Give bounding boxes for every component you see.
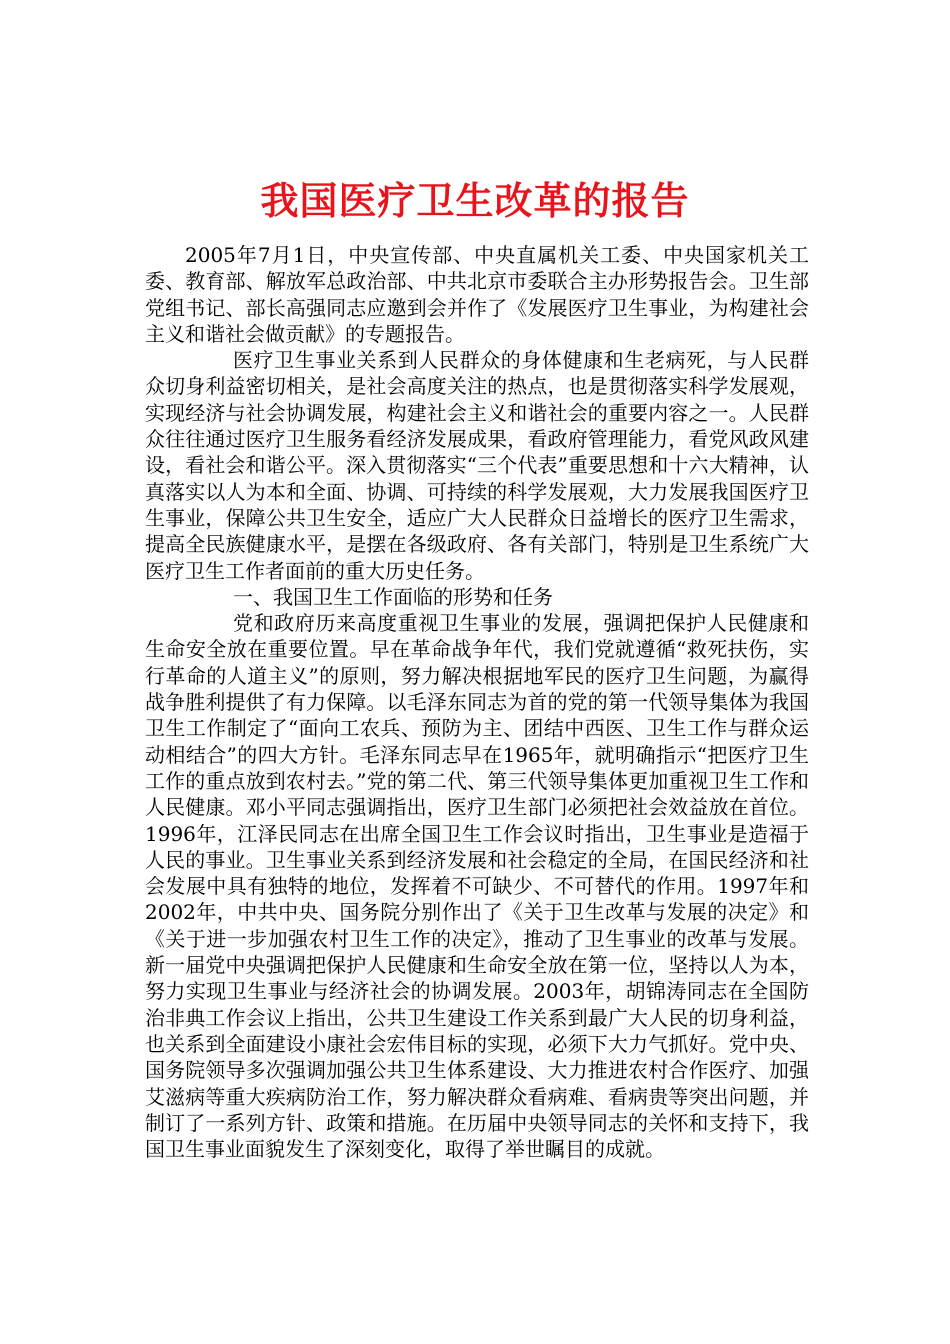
section-heading: 一、我国卫生工作面临的形势和任务: [233, 584, 553, 609]
document-body: [145, 242, 809, 1162]
paragraph-importance: 医疗卫生事业关系到人民群众的身体健康和生老病死，与人民群众切身利益密切相关，是社会高度关注的热点，也是贯彻落实科学发展观，实现经济与社会协调发展，构建社会主义和谐社会的重要内容之一。人民群众往往通过医疗卫生服务看经济发展成果，看政府管理能力，看党风政风建设，看社会和谐公平。深入贯彻落实“三个代表”重要思想和十六大精神，认真落实以人为本和全面、协调、可持续的科学发展观，大力发展我国医疗卫生事业，保障公共卫生安全，适应广大人民群众日益增长的医疗卫生需求，提高全民族健康水平，是摆在各级政府、各有关部门，特别是卫生系统广大医疗卫生工作者面前的重大历史任务。: [145, 348, 809, 583]
paragraph-history: 党和政府历来高度重视卫生事业的发展，强调把保护人民健康和生命安全放在重要位置。早在革命战争年代，我们党就遵循“救死扶伤，实行革命的人道主义”的原则，努力解决根据地军民的医疗卫生问题，为赢得战争胜利提供了有力保障。以毛泽东同志为首的党的第一代领导集体为我国卫生工作制定了“面向工农兵、预防为主、团结中西医、卫生工作与群众运动相结合”的四大方针。毛泽东同志早在1965年，就明确指示“把医疗卫生工作的重点放到农村去。”党的第二代、第三代领导集体更加重视卫生工作和人民健康。邓小平同志强调指出，医疗卫生部门必须把社会效益放在首位。1996年，江泽民同志在出席全国卫生工作会议时指出，卫生事业是造福于人民的事业。卫生事业关系到经济发展和社会稳定的全局，在国民经济和社会发展中具有独特的地位，发挥着不可缺少、不可替代的作用。1997年和2002年，中共中央、国务院分别作出了《关于卫生改革与发展的决定》和《关于进一步加强农村卫生工作的决定》，推动了卫生事业的改革与发展。新一届党中央强调把保护人民健康和生命安全放在第一位，坚持以人为本，努力实现卫生事业与经济社会的协调发展。2003年，胡锦涛同志在全国防治非典工作会议上指出，公共卫生建设工作关系到最广大人民的切身利益，也关系到全面建设小康社会宏伟目标的实现，必须下大力气抓好。党中央、国务院领导多次强调加强公共卫生体系建设、大力推进农村合作医疗、加强艾滋病等重大疾病防治工作，努力解决群众看病难、看病贵等突出问题，并制订了一系列方针、政策和措施。在历届中央领导同志的关怀和支持下，我国卫生事业面貌发生了深刻变化，取得了举世瞩目的成就。: [145, 611, 809, 1162]
document-title: 我国医疗卫生改革的报告: [260, 178, 690, 223]
paragraph-intro: 2005年7月1日，中央宣传部、中央直属机关工委、中央国家机关工委、教育部、解放军总政治部、中共北京市委联合主办形势报告会。卫生部党组书记、部长高强同志应邀到会并作了《发展医疗卫生事业，为构建社会主义和谐社会做贡献》的专题报告。: [145, 243, 809, 346]
